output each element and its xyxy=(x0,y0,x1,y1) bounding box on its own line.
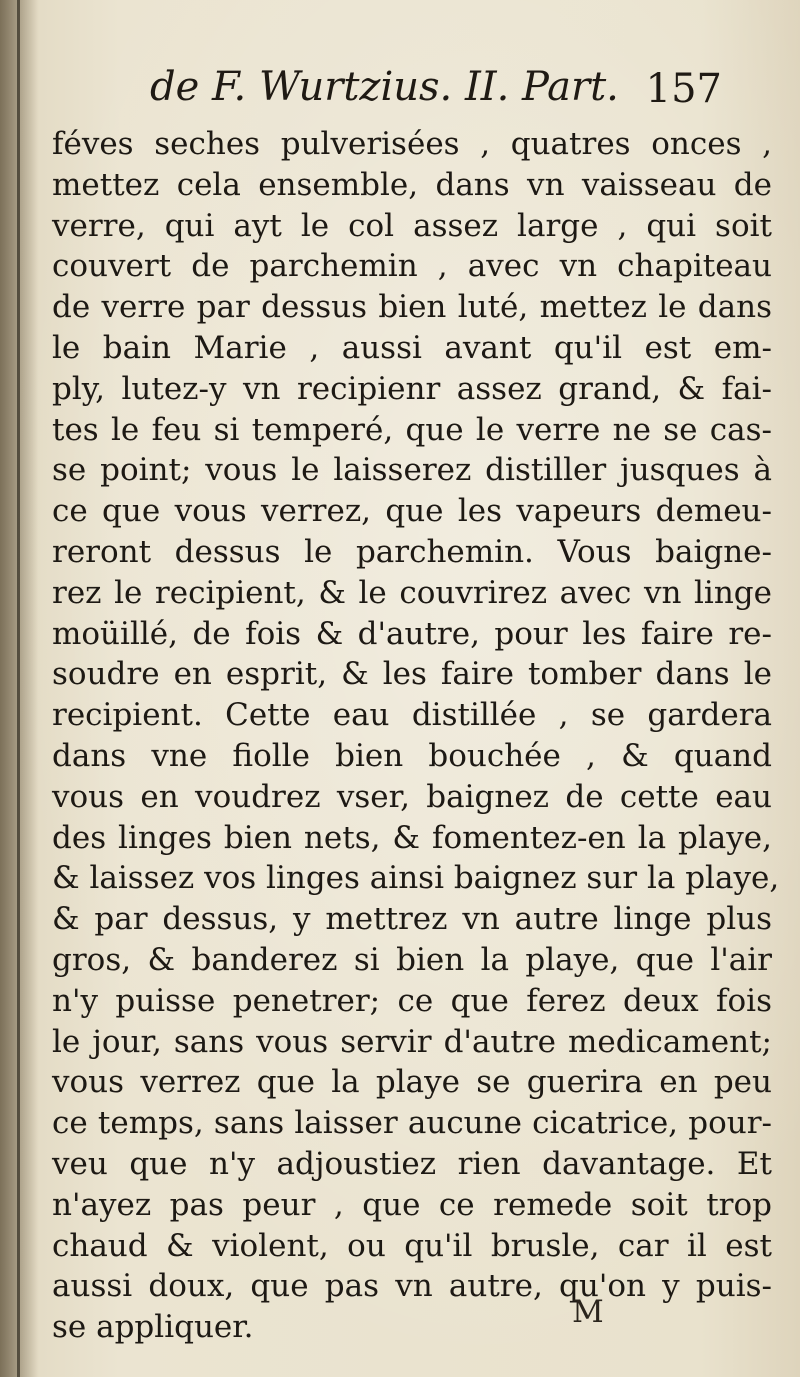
text-line: des linges bien nets, & fomentez-en la playe, xyxy=(52,819,772,856)
text-line: ce que vous verrez, que les vapeurs demeu- xyxy=(52,493,772,530)
text-line: & laissez vos linges ainsi baignez sur la playe, xyxy=(52,860,780,897)
running-title: de F. Wurtzius. II. Part. xyxy=(150,64,619,110)
text-line: le jour, sans vous servir d'autre medicament; xyxy=(52,1023,772,1060)
text-line: tes le feu si temperé, que le verre ne se cas- xyxy=(52,411,772,448)
text-line: reront dessus le parchemin. Vous baigne- xyxy=(52,533,772,570)
text-line: moüillé, de fois & d'autre, pour les faire re- xyxy=(52,615,772,652)
text-line: vous verrez que la playe se guerira en peu xyxy=(52,1064,772,1101)
binding-edge xyxy=(17,0,20,1377)
text-line: n'y puisse penetrer; ce que ferez deux fois xyxy=(52,982,772,1019)
text-line: vous en voudrez vser, baignez de cette eau xyxy=(52,778,772,815)
text-line: rez le recipient, & le couvrirez avec vn linge xyxy=(52,574,772,611)
catchword: M xyxy=(572,1294,604,1330)
text-line: de verre par dessus bien luté, mettez le dans xyxy=(52,289,772,326)
text-line: se point; vous le laisserez distiller jusques à xyxy=(52,452,772,489)
text-line: dans vne fiolle bien bouchée , & quand xyxy=(52,737,772,774)
text-line: chaud & violent, ou qu'il brusle, car il est xyxy=(52,1227,772,1264)
text-line: veu que n'y adjoustiez rien davantage. Et xyxy=(52,1145,772,1182)
text-line: le bain Marie , aussi avant qu'il est em- xyxy=(52,329,772,366)
text-line: verre, qui ayt le col assez large , qui soit xyxy=(52,207,772,244)
text-line: n'ayez pas peur , que ce remede soit trop xyxy=(52,1186,772,1223)
text-line: ply, lutez-y vn recipienr assez grand, & fai- xyxy=(52,370,772,407)
text-line: gros, & banderez si bien la playe, que l'air xyxy=(52,941,772,978)
page-number: 157 xyxy=(645,66,722,112)
text-line: couvert de parchemin , avec vn chapiteau xyxy=(52,248,772,285)
text-line: aussi doux, que pas vn autre, qu'on y puis- xyxy=(52,1268,772,1305)
text-line: se appliquer. xyxy=(52,1309,254,1346)
text-line: & par dessus, y mettrez vn autre linge plus xyxy=(52,901,772,938)
text-line: féves seches pulverisées , quatres onces , xyxy=(52,126,772,162)
body-text xyxy=(52,124,780,1348)
text-line: ce temps, sans laisser aucune cicatrice, pour- xyxy=(52,1105,772,1142)
text-line: mettez cela ensemble, dans vn vaisseau de xyxy=(52,166,772,203)
text-line: soudre en esprit, & les faire tomber dans le xyxy=(52,656,772,693)
running-head xyxy=(150,64,722,124)
text-line: recipient. Cette eau distillée , se gardera xyxy=(52,697,772,734)
